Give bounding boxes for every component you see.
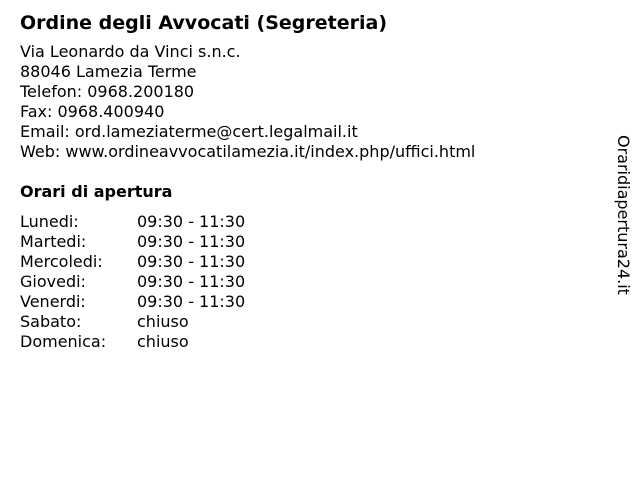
phone-line: Telefon: 0968.200180	[20, 82, 195, 101]
hours-row-friday	[20, 292, 600, 312]
time-value: chiuso	[137, 312, 189, 331]
site-watermark: Oraridiapertura24.it	[614, 135, 633, 295]
street-address: Via Leonardo da Vinci s.n.c.	[20, 42, 241, 61]
day-label: Domenica:	[20, 332, 107, 351]
email-line: Email: ord.lameziaterme@cert.legalmail.it	[20, 122, 358, 141]
opening-hours-heading: Orari di apertura	[20, 182, 173, 201]
hours-row-wednesday	[20, 252, 600, 272]
city-line: 88046 Lamezia Terme	[20, 62, 197, 81]
day-label: Lunedi:	[20, 212, 79, 231]
business-card	[20, 10, 600, 352]
hours-row-thursday	[20, 272, 600, 292]
time-value: chiuso	[137, 332, 189, 351]
web-line: Web: www.ordineavvocatilamezia.it/index.php/uffici.html	[20, 142, 476, 161]
contact-block	[20, 42, 600, 162]
time-value: 09:30 - 11:30	[137, 232, 246, 251]
time-value: 09:30 - 11:30	[137, 252, 246, 271]
business-title: Ordine degli Avvocati (Segreteria)	[20, 12, 388, 34]
opening-hours-table	[20, 212, 600, 352]
hours-row-sunday	[20, 332, 600, 352]
time-value: 09:30 - 11:30	[137, 272, 246, 291]
day-label: Sabato:	[20, 312, 82, 331]
day-label: Venerdi:	[20, 292, 86, 311]
hours-row-tuesday	[20, 232, 600, 252]
fax-line: Fax: 0968.400940	[20, 102, 165, 121]
day-label: Mercoledi:	[20, 252, 103, 271]
day-label: Martedi:	[20, 232, 87, 251]
time-value: 09:30 - 11:30	[137, 212, 246, 231]
hours-row-monday	[20, 212, 600, 232]
time-value: 09:30 - 11:30	[137, 292, 246, 311]
hours-row-saturday	[20, 312, 600, 332]
day-label: Giovedi:	[20, 272, 86, 291]
